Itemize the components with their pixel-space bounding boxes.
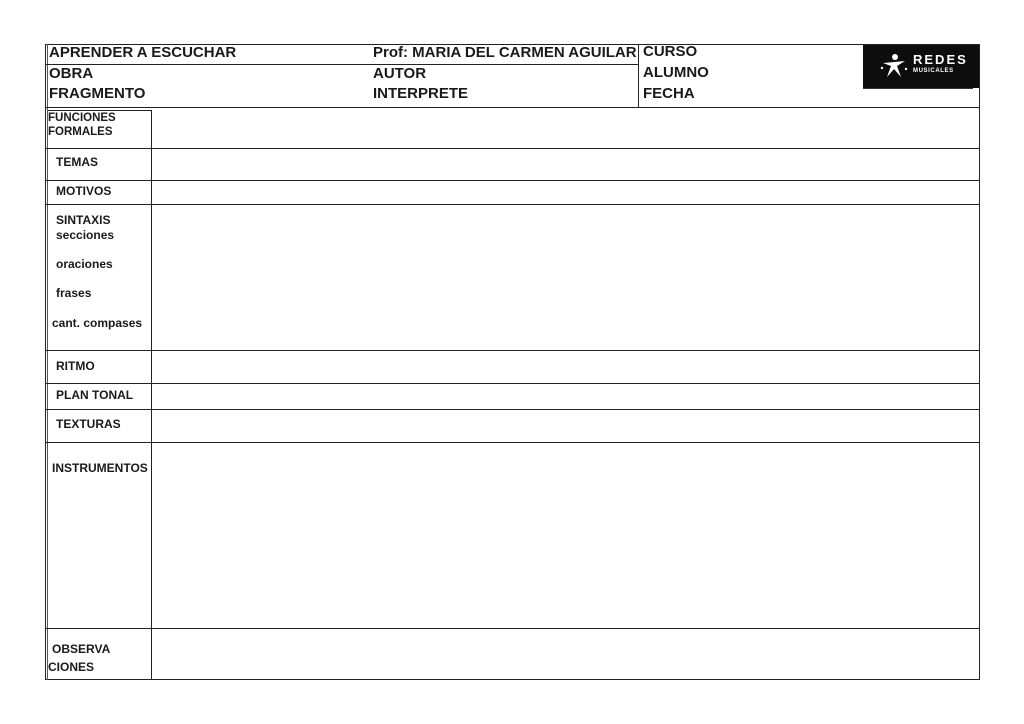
- formales-label: FORMALES: [48, 126, 113, 138]
- texturas-label: TEXTURAS: [56, 417, 121, 431]
- motivos-label: MOTIVOS: [56, 184, 112, 198]
- ritmo-cell[interactable]: [152, 351, 980, 383]
- redes-musicales-logo: [863, 45, 979, 88]
- instrumentos-label: INSTRUMENTOS: [52, 461, 148, 475]
- fecha-label: FECHA: [643, 85, 695, 102]
- header-divider-1: [45, 64, 638, 65]
- funciones-label: FUNCIONES: [48, 112, 116, 124]
- sintaxis-cell[interactable]: [152, 205, 980, 350]
- header-bottom-line: [45, 107, 980, 108]
- instrumentos-cell[interactable]: [152, 443, 980, 628]
- texturas-cell[interactable]: [152, 410, 980, 442]
- logo-underline: [863, 88, 973, 89]
- ritmo-label: RITMO: [56, 359, 95, 373]
- plan-tonal-cell[interactable]: [152, 384, 980, 409]
- curso-label: CURSO: [643, 43, 698, 60]
- star-figure-icon: [879, 51, 909, 81]
- obra-label: OBRA: [49, 65, 94, 82]
- interprete-label: INTERPRETE: [373, 85, 469, 102]
- fragmento-label: FRAGMENTO: [49, 85, 146, 102]
- temas-cell[interactable]: [152, 149, 980, 180]
- sintaxis-label: SINTAXIS: [56, 213, 111, 227]
- alumno-label: ALUMNO: [643, 64, 709, 81]
- observa-label: OBSERVA: [52, 642, 111, 656]
- ciones-label: CIONES: [48, 660, 95, 674]
- oraciones-label: oraciones: [56, 257, 113, 271]
- temas-label: TEMAS: [56, 155, 98, 169]
- professor-name: Prof: MARIA DEL CARMEN AGUILAR: [373, 44, 637, 61]
- frases-label: frases: [56, 286, 92, 300]
- frame-double-line: [47, 44, 48, 680]
- logo-subtitle: MUSICALES: [913, 68, 954, 74]
- logo-word: REDES: [913, 52, 968, 67]
- compases-label: cant. compases: [52, 316, 143, 330]
- secciones-label: secciones: [56, 228, 115, 242]
- header-vertical-divider: [638, 44, 639, 107]
- motivos-cell[interactable]: [152, 181, 980, 204]
- course-title: APRENDER A ESCUCHAR: [49, 44, 237, 61]
- plan-tonal-label: PLAN TONAL: [56, 388, 134, 402]
- funciones-formales-cell[interactable]: [152, 110, 980, 148]
- autor-label: AUTOR: [373, 65, 427, 82]
- observaciones-cell[interactable]: [152, 629, 980, 679]
